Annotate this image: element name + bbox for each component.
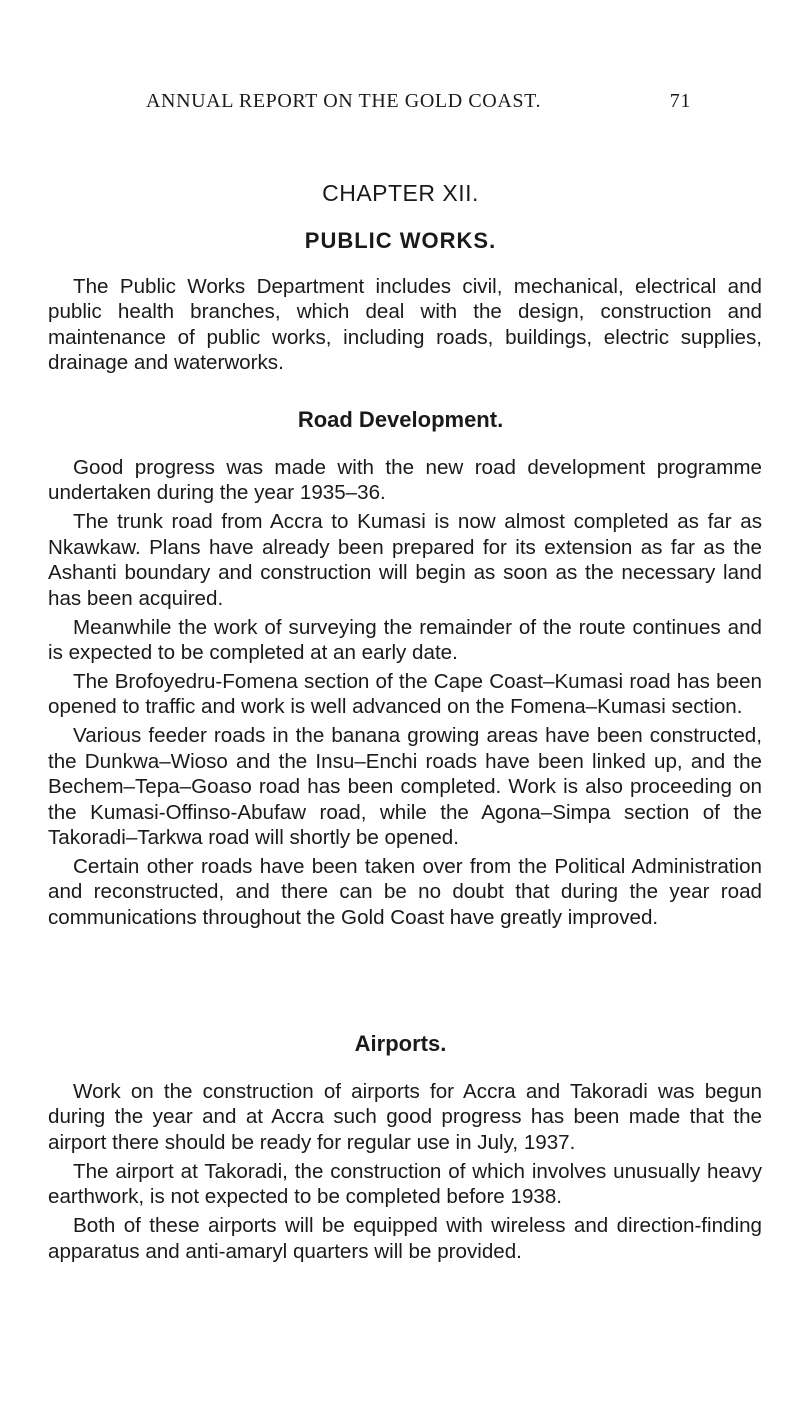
chapter-number: CHAPTER XII. — [322, 180, 479, 206]
paragraph: The Brofoyedru-Fomena section of the Cape Coast–Kumasi road has been opened to traffic and work is well advanced on the Fomena–Kumasi section. — [48, 670, 762, 719]
paragraph: The Public Works Department includes civil, mechanical, electrical and public health branches, which deal with the design, construction and maintenance of public works, including roads, buildings, electric supplies, drainage and waterworks. — [48, 275, 762, 375]
paragraph: Various feeder roads in the banana growing areas have been constructed, the Dunkwa–Wioso and the Insu–Enchi roads have been linked up, and the Bechem–Tepa–Goaso road has been completed. Work is also proceeding on the Kumasi-Offinso-Abufaw road, while the Agona–Simpa section of the Takoradi–Tarkwa road will shortly be opened. — [48, 724, 762, 850]
paragraph: The trunk road from Accra to Kumasi is now almost completed as far as Nkawkaw. Plans have already been prepared for its extension as far as the Ashanti boundary and construction will begin as soon as the necessary land has been acquired. — [48, 510, 762, 610]
page-number: 71 — [669, 90, 691, 112]
paragraph: Certain other roads have been taken over from the Political Administration and reconstructed, and there can be no doubt that during the year road communications throughout the Gold Coast have greatly improved. — [48, 855, 762, 929]
running-head — [146, 90, 691, 116]
intro-section — [48, 274, 762, 379]
chapter-title: PUBLIC WORKS. — [304, 228, 497, 253]
paragraph: Work on the construction of airports for Accra and Takoradi was begun during the year and at Accra such good progress has been made that the airport there should be ready for regular use in July, 1937. — [48, 1080, 762, 1154]
paragraph: Meanwhile the work of surveying the remainder of the route continues and is expected to be completed at an early date. — [48, 615, 762, 665]
running-head-title: ANNUAL REPORT ON THE GOLD COAST. — [146, 90, 542, 112]
section-heading-road-development: Road Development. — [297, 407, 504, 432]
airports-section — [48, 1079, 762, 1268]
paragraph: Both of these airports will be equipped with wireless and direction-finding apparatus and anti-amaryl quarters will be provided. — [48, 1214, 762, 1263]
road-development-section — [48, 455, 762, 934]
paragraph: Good progress was made with the new road development programme undertaken during the year 1935–36. — [48, 456, 762, 505]
section-heading-airports: Airports. — [354, 1031, 447, 1056]
paragraph: The airport at Takoradi, the construction of which involves unusually heavy earthwork, is not expected to be completed before 1938. — [48, 1159, 762, 1209]
